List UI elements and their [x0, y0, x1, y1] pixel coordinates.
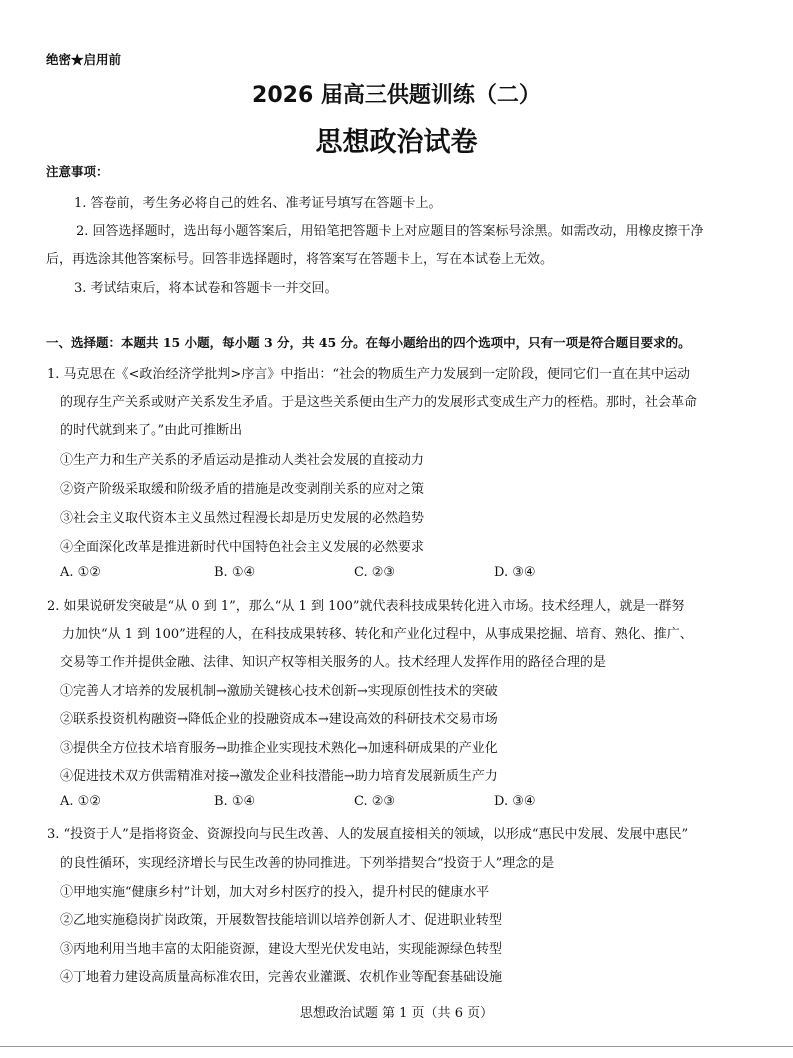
q3-statement-2: ②乙地实施稳岗扩岗政策，开展数智技能培训以培养创新人才、促进职业转型 — [60, 913, 503, 928]
q2-statement-2: ②联系投资机构融资→降低企业的投融资成本→建设高效的科研技术交易市场 — [60, 712, 498, 727]
q3-statement-4: ④丁地着力建设高质量高标准农田，完善农业灌溉、农机作业等配套基础设施 — [60, 970, 503, 985]
q1-statement-3: ③社会主义取代资本主义虽然过程漫长却是历史发展的必然趋势 — [60, 511, 425, 526]
q2-option-d: D. ③④ — [494, 794, 536, 809]
notice-item-2-line-1: 2. 回答选择题时，选出每小题答案后，用铅笔把答题卡上对应题目的答案标号涂黑。如需改动，用橡皮擦干净 — [76, 224, 704, 239]
q1-stem-line-1: 1. 马克思在《<政治经济学批判>序言》中指出：“社会的物质生产力发展到一定阶段，便同它们一直在其中运动 — [47, 367, 690, 382]
notice-item-3: 3. 考试结束后，将本试卷和答题卡一并交回。 — [74, 281, 338, 296]
q1-option-c: C. ②③ — [354, 565, 396, 580]
q1-stem-line-2: 的现存生产关系或财产关系发生矛盾。于是这些关系便由生产力的发展形式变成生产力的桎梏。那时，社会革命 — [60, 395, 698, 410]
q2-statement-4: ④促进技术双方供需精准对接→激发企业科技潜能→助力培育发展新质生产力 — [60, 769, 498, 784]
notice-item-1: 1. 答卷前，考生务必将自己的姓名、准考证号填写在答题卡上。 — [74, 196, 442, 211]
q1-stem-line-3: 的时代就到来了。”由此可推断出 — [60, 423, 243, 438]
q2-statement-3: ③提供全方位技术培育服务→助推企业实现技术熟化→加速科研成果的产业化 — [60, 741, 498, 756]
q2-stem-line-2: 力加快“从 1 到 100”进程的人，在科技成果转移、转化和产业化过程中，从事成果挖掘、培育、熟化、推广、 — [62, 627, 693, 642]
q3-statement-1: ①甲地实施“健康乡村”计划，加大对乡村医疗的投入，提升村民的健康水平 — [60, 885, 490, 900]
page-footer: 思想政治试题 第 1 页（共 6 页） — [299, 1006, 494, 1021]
q2-option-a: A. ①② — [60, 794, 101, 809]
q2-stem-line-3: 交易等工作并提供金融、法律、知识产权等相关服务的人。技术经理人发挥作用的路径合理的是 — [60, 655, 607, 670]
q2-option-b: B. ①④ — [214, 794, 256, 809]
notice-item-2-line-2: 后，再选涂其他答案标号。回答非选择题时，将答案写在答题卡上，写在本试卷上无效。 — [46, 252, 554, 267]
q1-statement-2: ②资产阶级采取缓和阶级矛盾的措施是改变剥削关系的应对之策 — [60, 482, 425, 497]
q2-option-c: C. ②③ — [354, 794, 396, 809]
q1-statement-4: ④全面深化改革是推进新时代中国特色社会主义发展的必然要求 — [60, 540, 425, 555]
q2-statement-1: ①完善人才培养的发展机制→激励关键核心技术创新→实现原创性技术的突破 — [60, 684, 498, 699]
secret-mark: 绝密★启用前 — [46, 52, 122, 67]
q1-option-a: A. ①② — [60, 565, 101, 580]
q3-stem-line-1: 3. “投资于人”是指将资金、资源投向与民生改善、人的发展直接相关的领域，以形成“惠民中发展、发展中惠民” — [47, 827, 689, 842]
section-heading: 一、选择题：本题共 15 小题，每小题 3 分，共 45 分。在每小题给出的四个选项中，只有一项是符合题目要求的。 — [46, 335, 691, 350]
footer-divider — [0, 1046, 793, 1047]
notice-heading: 注意事项： — [46, 164, 109, 179]
q3-stem-line-2: 的良性循环，实现经济增长与民生改善的协同推进。下列举措契合“投资于人”理念的是 — [60, 856, 555, 871]
exam-title: 2026 届高三供题训练（二） — [252, 83, 541, 108]
q1-option-d: D. ③④ — [494, 565, 536, 580]
q1-option-b: B. ①④ — [214, 565, 256, 580]
q1-statement-1: ①生产力和生产关系的矛盾运动是推动人类社会发展的直接动力 — [60, 453, 425, 468]
q3-statement-3: ③丙地利用当地丰富的太阳能资源，建设大型光伏发电站，实现能源绿色转型 — [60, 942, 503, 957]
subject-title: 思想政治试卷 — [315, 127, 478, 158]
q2-stem-line-1: 2. 如果说研发突破是“从 0 到 1”，那么“从 1 到 100”就代表科技成果转化进入市场。技术经理人，就是一群努 — [47, 599, 685, 614]
